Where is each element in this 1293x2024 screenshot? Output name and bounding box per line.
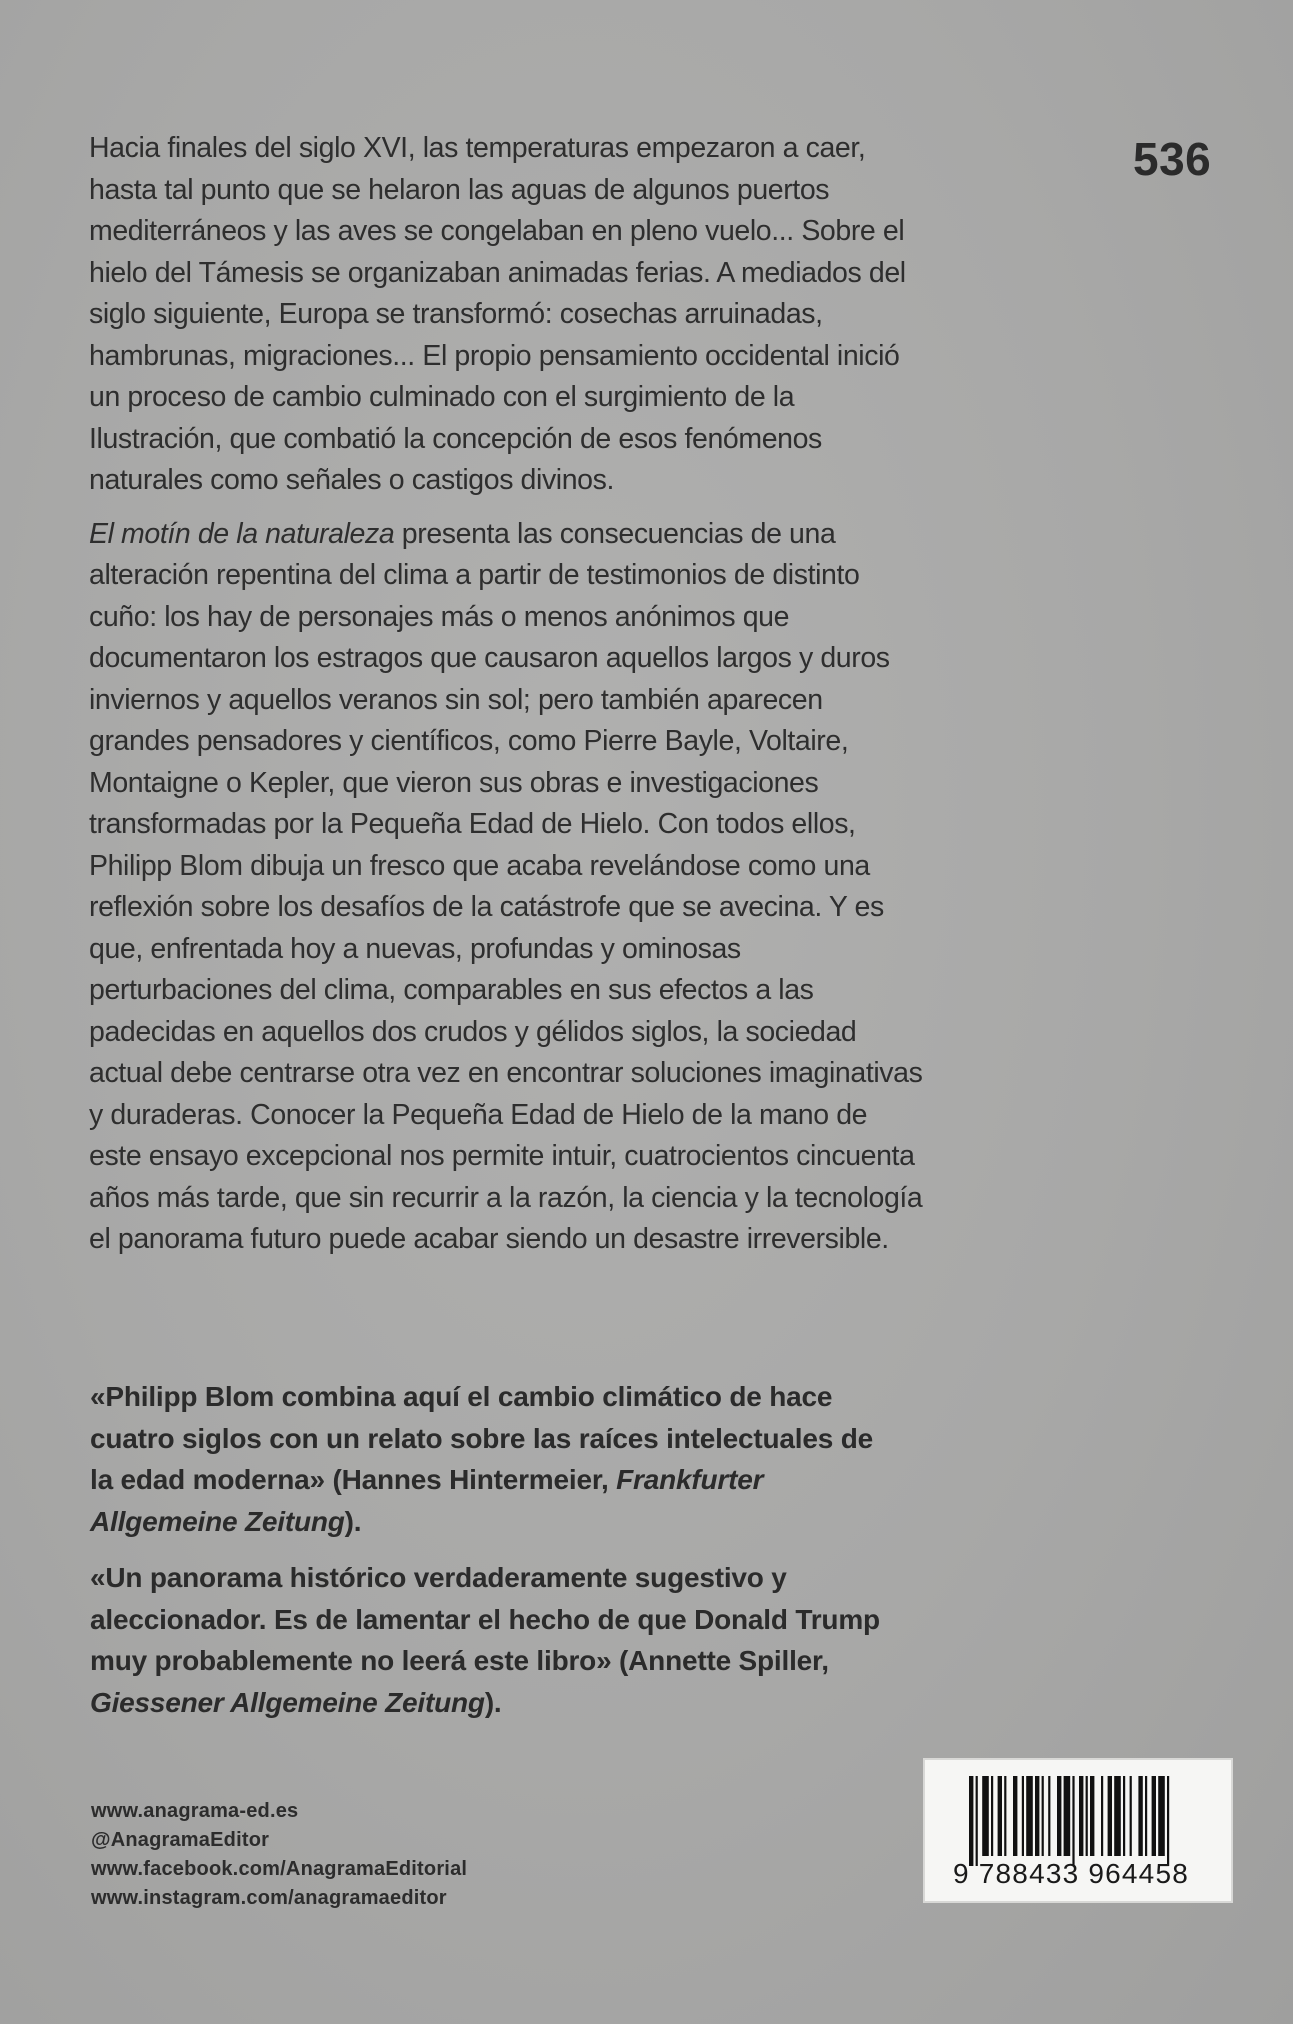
barcode-bar	[1035, 1776, 1039, 1856]
barcode-bar	[1123, 1776, 1125, 1856]
blurb-paragraph-2-text: presenta las consecuencias de una alteración repentina del clima a partir de testimonios de distinto cuño: los hay de personajes más o menos anónimos que documentaron los estragos que causaron aquellos largos y duros inviernos y aquellos veranos sin sol; pero también aparecen grandes pensadores y científicos, como Pierre Bayle, Voltaire, Montaigne o Kepler, que vieron sus obras e investigaciones transformadas por la Pequeña Edad de Hielo. Con todos ellos, Philipp Blom dibuja un fresco que acaba revelándose como una reflexión sobre los desafíos de la catástrofe que se avecina. Y es que, enfrentada hoy a nuevas, profundas y ominosas perturbaciones del clima, comparables en sus efectos a las padecidas en aquellos dos crudos y gélidos siglos, la sociedad actual debe centrarse otra vez en encontrar soluciones imaginativas y duraderas. Conocer la Pequeña Edad de Hielo de la mano de este ensayo excepcional nos permite intuir, cuatrocientos cincuenta años más tarde, que sin recurrir a la razón, la ciencia y la tecnología el panorama futuro puede acabar siendo un desastre irreversible.	[89, 517, 923, 1255]
isbn-barcode	[923, 1758, 1233, 1903]
barcode-bar	[1042, 1776, 1044, 1856]
barcode-bar	[1130, 1776, 1132, 1856]
press-quote-2	[90, 1557, 890, 1723]
quote-2-end: ).	[484, 1686, 502, 1718]
back-cover-blurb	[89, 128, 924, 1273]
barcode-bar	[998, 1776, 1002, 1856]
barcode-bar	[1138, 1776, 1142, 1856]
barcode-bar	[1064, 1776, 1071, 1856]
barcode-bar	[1114, 1776, 1121, 1856]
barcode-bar	[976, 1776, 978, 1866]
barcode-bar	[1167, 1776, 1169, 1866]
barcode-bar	[982, 1776, 989, 1856]
barcode-bar	[1079, 1776, 1083, 1856]
quote-1-end: ).	[344, 1505, 362, 1537]
barcode-bar	[1108, 1776, 1112, 1856]
barcode-bar	[1158, 1776, 1165, 1856]
instagram-link[interactable]: www.instagram.com/anagramaeditor	[91, 1887, 447, 1909]
barcode-bar	[991, 1776, 993, 1856]
blurb-paragraph-2	[89, 514, 924, 1261]
barcode-bar	[1026, 1776, 1033, 1856]
barcode-digits: 9 788433 964458	[953, 1858, 1189, 1889]
barcode-bar	[1022, 1776, 1024, 1856]
press-quote-1	[90, 1376, 890, 1542]
barcode-bar	[1013, 1776, 1017, 1856]
quote-1-source: Frankfurter Allgemeine Zeitung	[90, 1464, 764, 1537]
barcode-bar	[969, 1776, 973, 1866]
barcode-bar	[1086, 1776, 1088, 1856]
barcode-bar	[1048, 1776, 1050, 1856]
press-quotes	[90, 1376, 890, 1738]
quote-2-source: Giessener Allgemeine Zeitung	[90, 1686, 485, 1718]
facebook-link[interactable]: www.facebook.com/AnagramaEditorial	[91, 1858, 468, 1880]
twitter-handle[interactable]: @AnagramaEditor	[91, 1829, 270, 1851]
quote-2-text: «Un panorama histórico verdaderamente sugestivo y aleccionador. Es de lamentar el hecho de que Donald Trump muy probablemente no leerá este libro» (Annette Spiller,	[90, 1562, 880, 1676]
barcode-bar	[1057, 1776, 1061, 1856]
barcode-bar	[1152, 1776, 1156, 1856]
book-title-italic: El motín de la naturaleza	[89, 517, 395, 550]
barcode-bar	[1145, 1776, 1147, 1856]
publisher-links	[91, 1797, 467, 1913]
quote-1-text: «Philipp Blom combina aquí el cambio climático de hace cuatro siglos con un relato sobre las raíces intelectuales de la edad moderna» (Hannes Hintermeier,	[90, 1381, 873, 1495]
blurb-paragraph-1: Hacia finales del siglo XVI, las temperaturas empezaron a caer, hasta tal punto que se helaron las aguas de algunos puertos mediterráneos y las aves se congelaban en pleno vuelo... Sobre el hielo del Támesis se organizaban animadas ferias. A mediados del siglo siguiente, Europa se transformó: cosechas arruinadas, hambrunas, migraciones... El propio pensamiento occidental inició un proceso de cambio culminado con el surgimiento de la Ilustración, que combatió la concepción de esos fenómenos naturales como señales o castigos divinos.	[89, 132, 906, 496]
barcode-bar	[1101, 1776, 1103, 1856]
website-link[interactable]: www.anagrama-ed.es	[91, 1800, 299, 1822]
barcode-bar	[1072, 1776, 1074, 1866]
barcode-bar	[1004, 1776, 1006, 1856]
barcode-bar	[1090, 1776, 1094, 1856]
page-number: 536	[1133, 133, 1212, 185]
